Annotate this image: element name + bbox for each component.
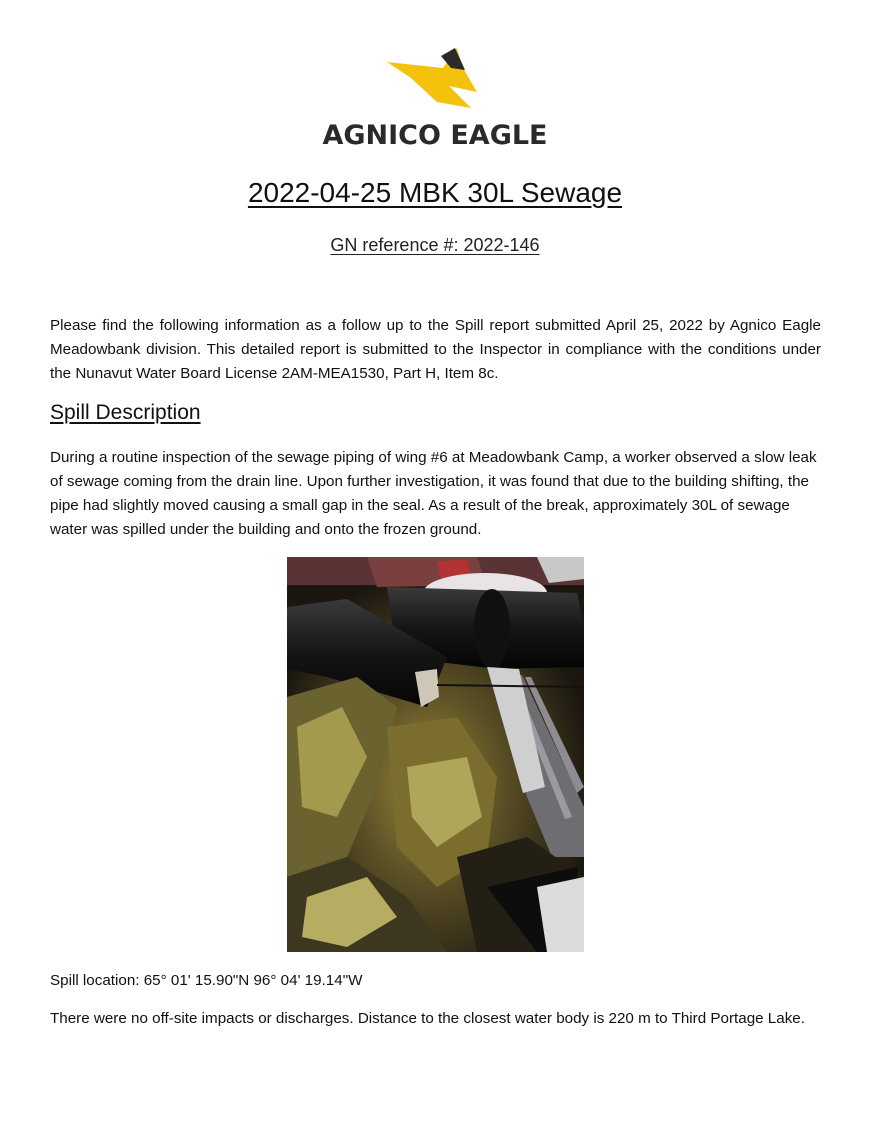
gn-reference: GN reference #: 2022-146	[330, 235, 540, 255]
spill-site-photo	[287, 557, 584, 952]
spill-photo-illustration	[287, 557, 584, 952]
page-title: 2022-04-25 MBK 30L Sewage	[247, 177, 623, 208]
eagle-logo-icon	[385, 46, 485, 116]
company-logo	[0, 46, 870, 151]
section-heading-spill-description: Spill Description	[50, 401, 201, 424]
spill-description-paragraph: During a routine inspection of the sewage piping of wing #6 at Meadowbank Camp, a worker observed a slow leak of sewage coming from the drain line. Upon further investigation, it was found that due to the building shifting, the pipe had slightly moved causing a small gap in the seal. As a result of the break, approximately 30L of sewage water was spilled under the building and onto the frozen ground.	[50, 449, 817, 538]
intro-paragraph: Please find the following information as a follow up to the Spill report submitted April 25, 2022 by Agnico Eagle Meadowbank division. This detailed report is submitted to the Inspector in compliance with the conditions under the Nunavut Water Board License 2AM-MEA1530, Part H, Item 8c.	[50, 317, 821, 382]
impacts-paragraph: There were no off-site impacts or discharges. Distance to the closest water body is 220 m to Third Portage Lake.	[50, 1010, 805, 1027]
company-name: AGNICO EAGLE	[322, 120, 548, 151]
spill-location: Spill location: 65° 01' 15.90"N 96° 04' 19.14"W	[50, 972, 363, 989]
